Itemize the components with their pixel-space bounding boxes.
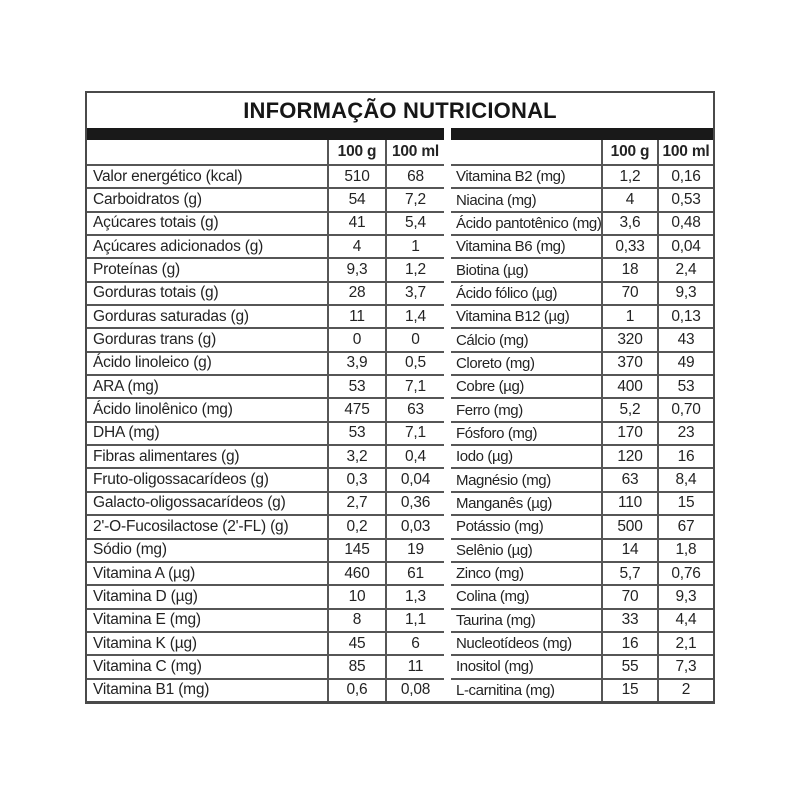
- nutrient-label: Manganês (µg): [456, 494, 552, 512]
- nutrient-label: L-carnitina (mg): [456, 681, 555, 699]
- value-100ml: 0,04: [657, 236, 713, 257]
- nutrient-label: Valor energético (kcal): [93, 167, 243, 185]
- table-row: [451, 540, 713, 563]
- table-row: [87, 540, 444, 563]
- tables-container: [87, 128, 713, 701]
- value-100g: 1: [601, 306, 657, 327]
- col-header-100g: 100 g: [601, 140, 657, 164]
- nutrient-label: Açúcares adicionados (g): [93, 237, 264, 255]
- nutrient-label: Gorduras trans (g): [93, 331, 217, 349]
- nutrient-label: Cálcio (mg): [456, 331, 529, 349]
- value-100g: 5,2: [601, 399, 657, 420]
- table-row: [87, 376, 444, 399]
- value-100ml: 0: [385, 329, 444, 350]
- nutrition-table-right: [451, 128, 713, 701]
- nutrient-label: Selênio (µg): [456, 541, 533, 559]
- value-100g: 500: [601, 516, 657, 537]
- value-100g: 18: [601, 259, 657, 280]
- value-100ml: 2,1: [657, 633, 713, 654]
- nutrient-label: Proteínas (g): [93, 261, 180, 279]
- table-row: [87, 423, 444, 446]
- value-100ml: 0,08: [385, 680, 444, 701]
- value-100ml: 0,48: [657, 213, 713, 234]
- table-row: [451, 633, 713, 656]
- value-100g: 5,7: [601, 563, 657, 584]
- value-100g: 460: [327, 563, 385, 584]
- nutrient-label: Vitamina B12 (µg): [456, 308, 570, 326]
- value-100ml: 43: [657, 329, 713, 350]
- value-100ml: 61: [385, 563, 444, 584]
- value-100ml: 9,3: [657, 283, 713, 304]
- value-100g: 370: [601, 353, 657, 374]
- table-gutter: [444, 128, 451, 701]
- nutrient-label: Ácido linoleico (g): [93, 354, 212, 372]
- nutrient-label: Vitamina K (µg): [93, 634, 197, 652]
- value-100g: 10: [327, 586, 385, 607]
- nutrition-table-left: [87, 128, 444, 701]
- nutrient-label: Niacina (mg): [456, 191, 537, 209]
- header-bar-right: [451, 128, 713, 140]
- table-row: [451, 353, 713, 376]
- value-100ml: 23: [657, 423, 713, 444]
- nutrient-label: Zinco (mg): [456, 565, 524, 583]
- value-100g: 15: [601, 680, 657, 701]
- value-100g: 8: [327, 610, 385, 631]
- value-100g: 55: [601, 656, 657, 677]
- value-100ml: 68: [385, 166, 444, 187]
- table-row: [87, 656, 444, 679]
- rows-left: [87, 166, 444, 701]
- value-100ml: 7,2: [385, 189, 444, 210]
- value-100ml: 0,4: [385, 446, 444, 467]
- nutrient-label: Taurina (mg): [456, 611, 536, 629]
- table-row: [87, 399, 444, 422]
- value-100ml: 6: [385, 633, 444, 654]
- header-row-left: [87, 140, 444, 166]
- nutrient-label: Vitamina C (mg): [93, 657, 202, 675]
- value-100g: 41: [327, 213, 385, 234]
- value-100g: 85: [327, 656, 385, 677]
- table-row: [87, 329, 444, 352]
- table-row: [451, 493, 713, 516]
- nutrition-table-frame: [85, 91, 715, 704]
- value-100ml: 0,04: [385, 469, 444, 490]
- col-header-100ml: 100 ml: [657, 140, 713, 164]
- table-row: [451, 446, 713, 469]
- value-100g: 11: [327, 306, 385, 327]
- value-100g: 0,6: [327, 680, 385, 701]
- value-100ml: 9,3: [657, 586, 713, 607]
- nutrient-label: Fósforo (mg): [456, 424, 538, 442]
- value-100ml: 2: [657, 680, 713, 701]
- value-100g: 120: [601, 446, 657, 467]
- table-row: [87, 586, 444, 609]
- table-row: [451, 376, 713, 399]
- table-row: [451, 563, 713, 586]
- value-100ml: 1,3: [385, 586, 444, 607]
- value-100g: 1,2: [601, 166, 657, 187]
- value-100ml: 0,76: [657, 563, 713, 584]
- value-100ml: 0,53: [657, 189, 713, 210]
- col-header-100g: 100 g: [327, 140, 385, 164]
- value-100ml: 49: [657, 353, 713, 374]
- value-100ml: 3,7: [385, 283, 444, 304]
- value-100g: 16: [601, 633, 657, 654]
- nutrient-label: ARA (mg): [93, 377, 159, 395]
- rows-right: [451, 166, 713, 701]
- nutrient-label: Vitamina A (µg): [93, 564, 196, 582]
- nutrient-label: 2'-O-Fucosilactose (2'-FL) (g): [93, 517, 289, 535]
- value-100g: 110: [601, 493, 657, 514]
- nutrient-label: Vitamina B2 (mg): [456, 168, 566, 186]
- value-100ml: 2,4: [657, 259, 713, 280]
- value-100g: 53: [327, 376, 385, 397]
- table-row: [87, 633, 444, 656]
- table-row: [451, 516, 713, 539]
- value-100g: 9,3: [327, 259, 385, 280]
- table-row: [451, 610, 713, 633]
- value-100ml: 1,4: [385, 306, 444, 327]
- nutrient-label: Ácido fólico (µg): [456, 284, 558, 302]
- table-row: [451, 329, 713, 352]
- value-100g: 320: [601, 329, 657, 350]
- value-100ml: 5,4: [385, 213, 444, 234]
- value-100g: 54: [327, 189, 385, 210]
- col-header-100ml: 100 ml: [385, 140, 444, 164]
- value-100ml: 0,13: [657, 306, 713, 327]
- table-row: [451, 656, 713, 679]
- value-100g: 400: [601, 376, 657, 397]
- value-100ml: 0,36: [385, 493, 444, 514]
- value-100ml: 7,1: [385, 376, 444, 397]
- nutrient-label: Carboidratos (g): [93, 191, 202, 209]
- value-100ml: 1,8: [657, 540, 713, 561]
- value-100g: 0,2: [327, 516, 385, 537]
- nutrient-label: Vitamina D (µg): [93, 587, 198, 605]
- table-row: [451, 236, 713, 259]
- nutrient-label: Iodo (µg): [456, 448, 513, 466]
- header-bar-left: [87, 128, 444, 140]
- nutrient-label: Potássio (mg): [456, 518, 544, 536]
- table-row: [87, 563, 444, 586]
- table-row: [451, 259, 713, 282]
- value-100g: 28: [327, 283, 385, 304]
- table-row: [451, 680, 713, 701]
- value-100g: 170: [601, 423, 657, 444]
- nutrient-label: Cobre (µg): [456, 378, 524, 396]
- value-100g: 2,7: [327, 493, 385, 514]
- nutrient-label: Inositol (mg): [456, 658, 534, 676]
- nutrient-label: DHA (mg): [93, 424, 160, 442]
- nutrient-label: Biotina (µg): [456, 261, 529, 279]
- value-100ml: 4,4: [657, 610, 713, 631]
- nutrient-label: Fibras alimentares (g): [93, 447, 240, 465]
- value-100g: 0: [327, 329, 385, 350]
- table-row: [451, 283, 713, 306]
- table-row: [87, 259, 444, 282]
- value-100g: 4: [601, 189, 657, 210]
- value-100g: 475: [327, 399, 385, 420]
- value-100g: 3,6: [601, 213, 657, 234]
- value-100ml: 16: [657, 446, 713, 467]
- table-row: [87, 493, 444, 516]
- nutrient-label: Ferro (mg): [456, 401, 523, 419]
- table-row: [87, 189, 444, 212]
- header-row-right: [451, 140, 713, 166]
- table-row: [87, 469, 444, 492]
- value-100ml: 8,4: [657, 469, 713, 490]
- value-100g: 70: [601, 586, 657, 607]
- value-100ml: 7,3: [657, 656, 713, 677]
- table-row: [451, 399, 713, 422]
- title-row: [87, 93, 713, 128]
- nutrient-label: Açúcares totais (g): [93, 214, 219, 232]
- value-100g: 63: [601, 469, 657, 490]
- value-100g: 53: [327, 423, 385, 444]
- nutrient-label: Galacto-oligossacarídeos (g): [93, 494, 286, 512]
- value-100g: 510: [327, 166, 385, 187]
- value-100ml: 63: [385, 399, 444, 420]
- table-row: [87, 166, 444, 189]
- table-row: [87, 446, 444, 469]
- nutrient-label: Ácido pantotênico (mg): [456, 214, 601, 232]
- nutrient-label: Gorduras saturadas (g): [93, 307, 249, 325]
- value-100ml: 53: [657, 376, 713, 397]
- value-100g: 3,9: [327, 353, 385, 374]
- table-row: [87, 213, 444, 236]
- value-100g: 0,33: [601, 236, 657, 257]
- table-row: [87, 283, 444, 306]
- value-100ml: 0,16: [657, 166, 713, 187]
- value-100g: 45: [327, 633, 385, 654]
- nutrient-label: Vitamina B1 (mg): [93, 681, 210, 699]
- page-title: INFORMAÇÃO NUTRICIONAL: [243, 97, 557, 123]
- table-row: [451, 469, 713, 492]
- value-100ml: 1,2: [385, 259, 444, 280]
- table-row: [87, 236, 444, 259]
- table-row: [451, 166, 713, 189]
- table-row: [451, 306, 713, 329]
- value-100g: 3,2: [327, 446, 385, 467]
- value-100ml: 7,1: [385, 423, 444, 444]
- value-100g: 70: [601, 283, 657, 304]
- value-100ml: 15: [657, 493, 713, 514]
- table-row: [451, 213, 713, 236]
- value-100ml: 1,1: [385, 610, 444, 631]
- nutrient-label: Nucleotídeos (mg): [456, 635, 572, 653]
- nutrient-label: Vitamina B6 (mg): [456, 238, 566, 256]
- value-100ml: 67: [657, 516, 713, 537]
- value-100ml: 0,5: [385, 353, 444, 374]
- table-row: [451, 423, 713, 446]
- table-row: [87, 353, 444, 376]
- table-row: [451, 586, 713, 609]
- value-100g: 14: [601, 540, 657, 561]
- nutrient-label: Fruto-oligossacarídeos (g): [93, 471, 269, 489]
- nutrient-label: Colina (mg): [456, 588, 530, 606]
- value-100g: 145: [327, 540, 385, 561]
- value-100ml: 0,70: [657, 399, 713, 420]
- value-100ml: 19: [385, 540, 444, 561]
- value-100g: 4: [327, 236, 385, 257]
- table-row: [451, 189, 713, 212]
- col-header-nutrient: [87, 140, 327, 164]
- table-row: [87, 610, 444, 633]
- nutrient-label: Vitamina E (mg): [93, 611, 201, 629]
- value-100g: 0,3: [327, 469, 385, 490]
- value-100ml: 11: [385, 656, 444, 677]
- nutrient-label: Sódio (mg): [93, 541, 167, 559]
- table-row: [87, 516, 444, 539]
- col-header-nutrient: [451, 140, 601, 164]
- table-row: [87, 306, 444, 329]
- value-100g: 33: [601, 610, 657, 631]
- value-100ml: 1: [385, 236, 444, 257]
- nutrient-label: Gorduras totais (g): [93, 284, 219, 302]
- nutrient-label: Ácido linolênico (mg): [93, 401, 233, 419]
- table-row: [87, 680, 444, 701]
- value-100ml: 0,03: [385, 516, 444, 537]
- nutrient-label: Magnésio (mg): [456, 471, 551, 489]
- nutrient-label: Cloreto (mg): [456, 354, 535, 372]
